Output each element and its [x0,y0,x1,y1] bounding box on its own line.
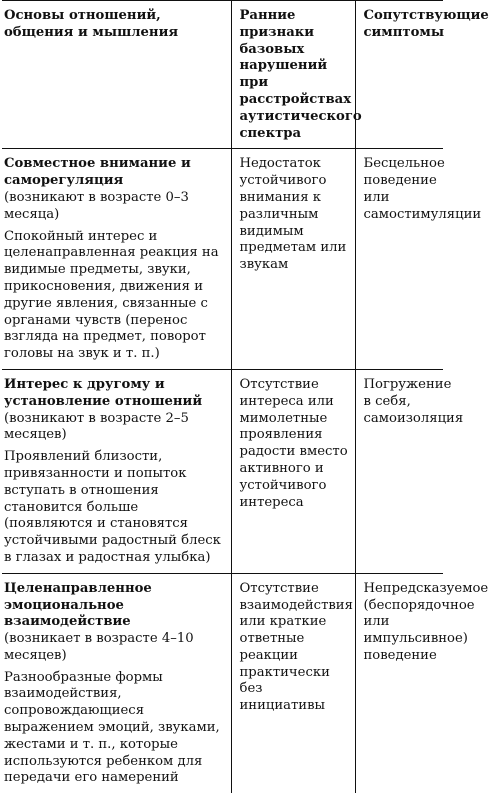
table-header [2,1,489,149]
stage-title: Совместное внимание и саморегуляция [4,156,191,189]
header-symptoms: Сопутствующие симптомы [355,1,443,149]
header-early-signs: Ранние признаки базовых нарушений при расстройствах аутистического спектра [231,1,355,149]
stage-title: Интерес к другому и установление отношений [4,376,203,409]
table-row [2,573,443,793]
stage-age: (возникают в возрасте 2–5 месяцев) [4,410,189,443]
symptoms-cell [355,369,464,573]
stage-cell [2,369,231,573]
stage-title: Целенаправленное эмоциональное взаимодействие [4,580,152,630]
early-signs-text: Отсутствие взаимодействия или краткие ответные реакции практически без инициативы [239,580,353,714]
symptoms-cell [355,573,489,793]
stage-age: (возникает в возрасте 4–10 месяцев) [4,631,194,663]
symptoms-cell [355,149,482,370]
comparison-table [2,0,489,793]
symptoms-text: Непредсказуемое (беспорядочное или импульсивное) поведение [363,580,489,663]
stage-cell [2,573,231,793]
early-signs-cell [231,149,355,370]
table-row [2,369,443,573]
early-signs-text: Отсутствие интереса или мимолетные проявления радости вместо активного и устойчивого интереса [239,376,348,510]
stage-description: Разнообразные формы взаимодействия, сопровождающиеся выражением эмоций, звуками, жестами и т. п., которые используются ребенком для передачи его намерений [4,669,220,786]
stage-cell [2,149,231,370]
early-signs-cell [231,573,355,793]
stage-age: (возникают в возрасте 0–3 месяца) [4,189,189,222]
header-row [2,1,443,149]
symptoms-text: Погружение в себя, самоизоляция [363,376,464,426]
table-row [2,149,443,370]
early-signs-text: Недостаток устойчивого внимания к различным видимым предметам или звукам [239,156,347,273]
symptoms-text: Бесцельное поведение или самостимуляции [363,156,482,222]
table-body [2,149,489,793]
header-foundations: Основы отношений, общения и мышления [2,1,231,149]
early-signs-cell [231,369,355,573]
stage-description: Спокойный интерес и целенаправленная реакция на видимые предметы, звуки, прикосновения, движения и другие явления, связанные с органами чувств (перенос взгляда на предмет, поворот головы на звук и т. п.) [4,228,219,362]
stage-description: Проявлений близости, привязанности и попыток вступать в отношения становится больше (появляются и становятся устойчивыми радостный блеск в глазах и радостная улыбка) [4,449,221,565]
